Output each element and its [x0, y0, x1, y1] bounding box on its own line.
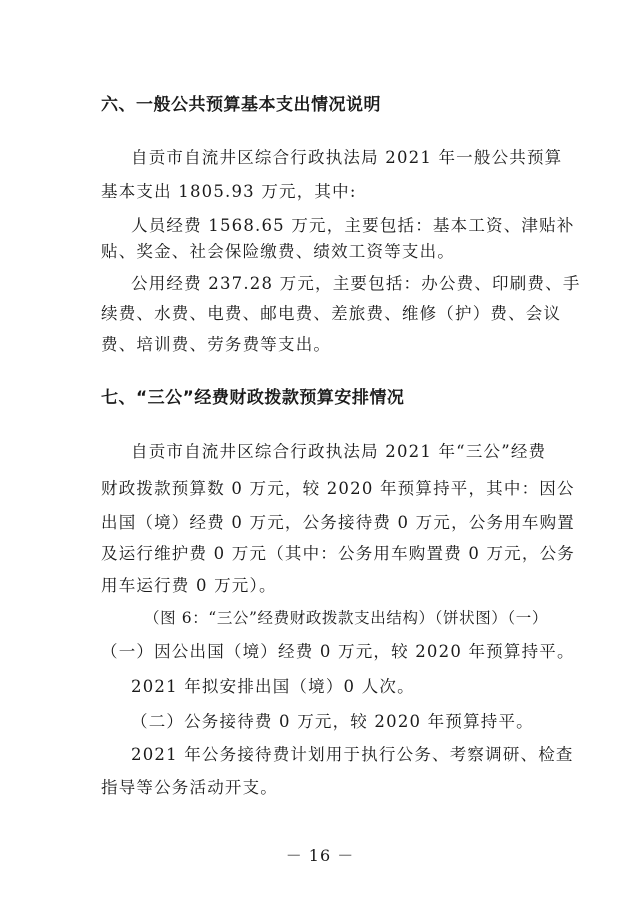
section-7-line: 指导等公务活动开支。 [101, 778, 278, 797]
page-number: － 16 － [285, 846, 355, 865]
section-7-line: 及运行维护费 0 万元（其中：公务用车购置费 0 万元，公务 [101, 544, 575, 563]
section-6-line: 续费、水费、电费、邮电费、差旅费、维修（护）费、会议 [101, 304, 562, 323]
section-7-line: （一）因公出国（境）经费 0 万元，较 2020 年预算持平。 [101, 642, 575, 661]
section-6-heading: 六、一般公共预算基本支出情况说明 [101, 95, 381, 115]
section-7-heading: 七、“三公”经费财政拨款预算安排情况 [101, 388, 405, 408]
section-6-line: 基本支出 1805.93 万元，其中: [101, 182, 357, 201]
section-6-line: 公用经费 237.28 万元，主要包括：办公费、印刷费、手 [131, 274, 581, 293]
section-6-line: 费、培训费、劳务费等支出。 [101, 335, 332, 354]
section-7-line: 自贡市自流井区综合行政执法局 2021 年“三公”经费 [131, 442, 547, 461]
section-7-line: 2021 年公务接待费计划用于执行公务、考察调研、检查 [131, 745, 574, 764]
figure-caption: （图 6：“三公”经费财政拨款支出结构）（饼状图）（一） [144, 609, 548, 627]
section-7-line: 用车运行费 0 万元）。 [101, 576, 277, 595]
section-7-line: 财政拨款预算数 0 万元，较 2020 年预算持平，其中：因公 [101, 479, 575, 498]
section-7-line: （二）公务接待费 0 万元，较 2020 年预算持平。 [131, 712, 534, 731]
section-6-line: 贴、奖金、社会保险缴费、绩效工资等支出。 [101, 242, 455, 261]
section-7-line: 出国（境）经费 0 万元，公务接待费 0 万元，公务用车购置 [101, 513, 575, 532]
section-6-line: 人员经费 1568.65 万元，主要包括：基本工资、津贴补 [131, 216, 575, 235]
section-6-line: 自贡市自流井区综合行政执法局 2021 年一般公共预算 [131, 148, 563, 167]
section-7-line: 2021 年拟安排出国（境）0 人次。 [131, 677, 415, 696]
